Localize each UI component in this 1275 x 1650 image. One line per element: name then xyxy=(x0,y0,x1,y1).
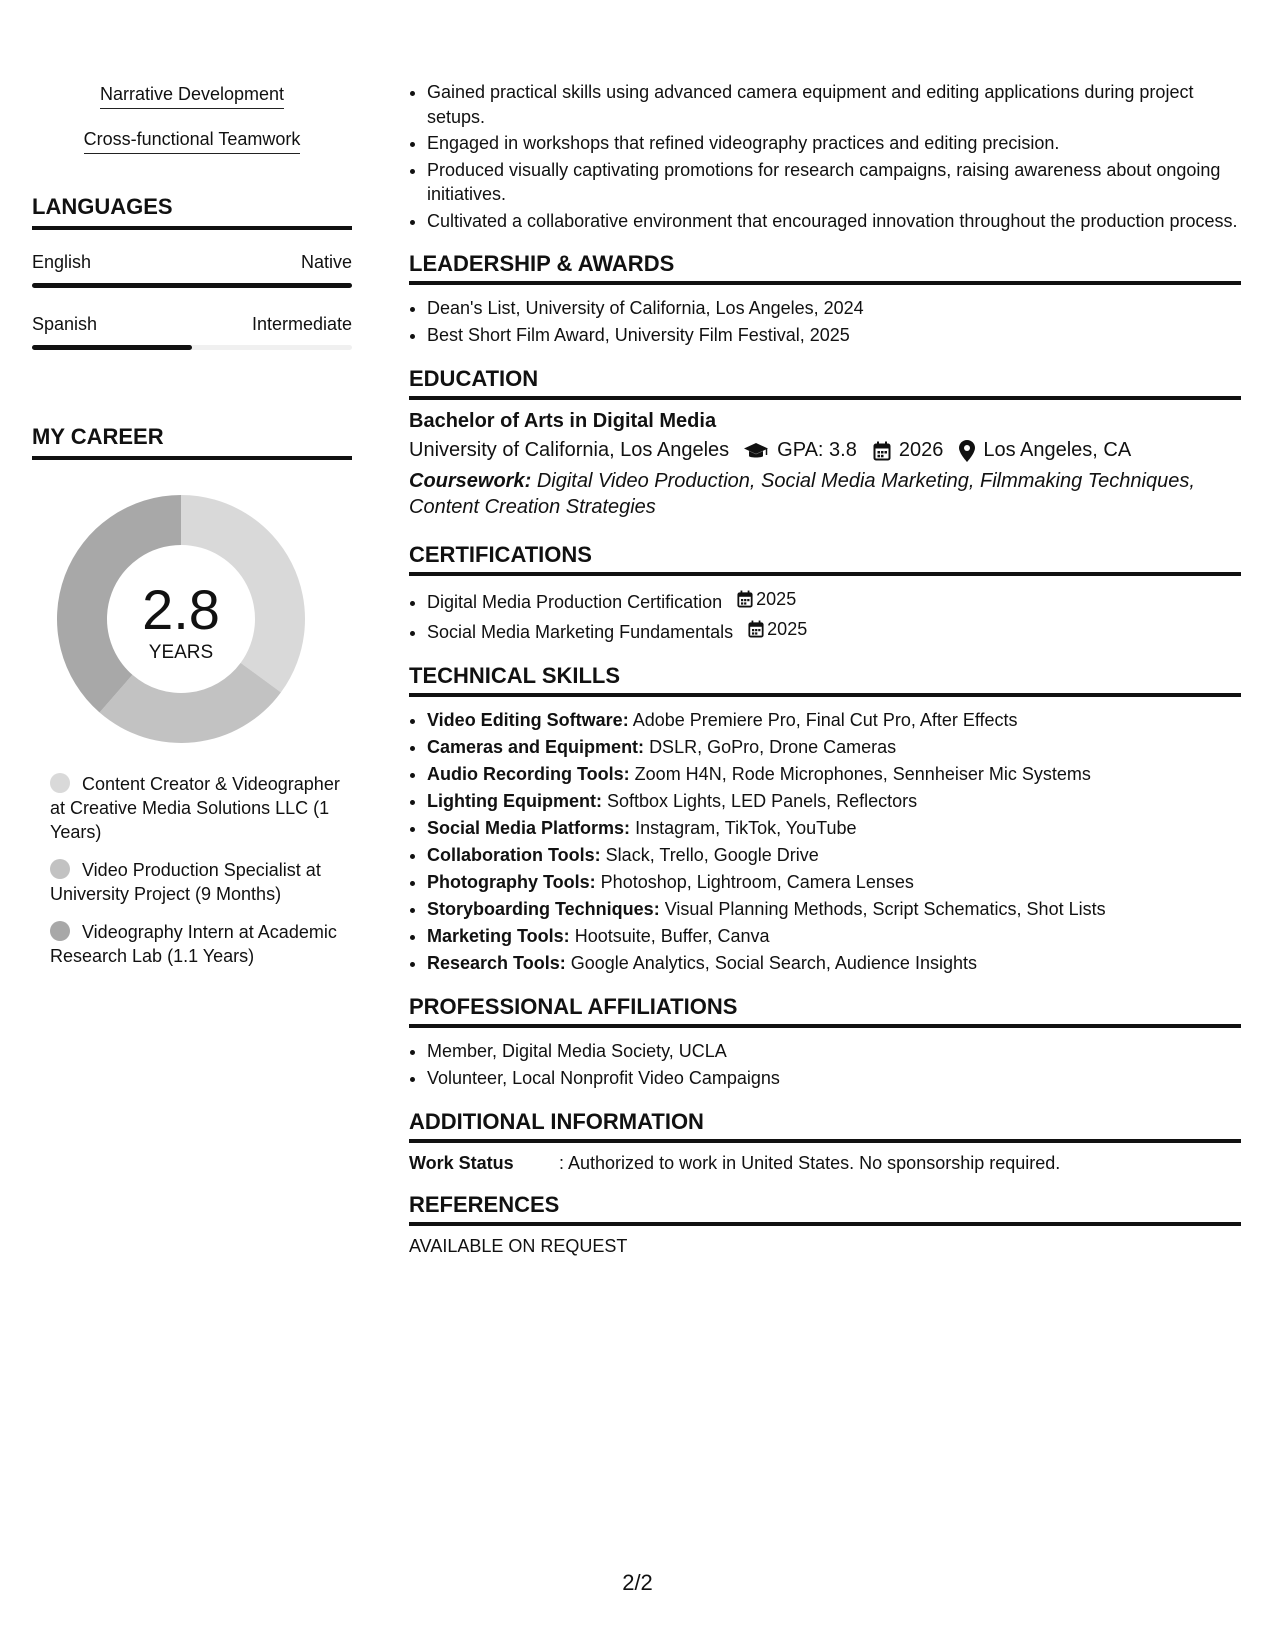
career-legend xyxy=(32,772,352,968)
references-text: AVAILABLE ON REQUEST xyxy=(409,1236,628,1256)
language-item xyxy=(32,252,352,288)
tech-skill-item xyxy=(427,923,1241,949)
certification-name: Digital Media Production Certification xyxy=(427,592,723,612)
coursework-list: Digital Video Production, Social Media Marketing, Filmmaking Techniques, Content Creation Strategies xyxy=(409,470,1195,518)
technical-skills-section xyxy=(409,663,1241,976)
tech-skill-item xyxy=(427,842,1241,868)
calendar-icon xyxy=(748,620,764,638)
graduation-cap-icon xyxy=(743,441,769,461)
tech-skill-label: Collaboration Tools: xyxy=(427,845,601,865)
experience-bullet: • Cultivated a collaborative environment that encouraged innovation throughout the production process. xyxy=(427,209,1241,234)
coursework xyxy=(409,468,1241,520)
language-proficiency-bar xyxy=(32,283,352,288)
career-heading: MY CAREER xyxy=(32,424,352,460)
education-details xyxy=(409,439,1241,462)
section-heading: EDUCATION xyxy=(409,366,1241,400)
tech-skill-value: DSLR, GoPro, Drone Cameras xyxy=(649,737,897,757)
tech-skill-label: Video Editing Software: xyxy=(427,710,629,730)
tech-skill-item xyxy=(427,815,1241,841)
affiliation-item: • Volunteer, Local Nonprofit Video Campaigns xyxy=(427,1065,1241,1091)
language-level: Intermediate xyxy=(251,314,352,334)
legend-dot-icon xyxy=(50,773,70,793)
tech-skill-value: Photoshop, Lightroom, Camera Lenses xyxy=(600,872,914,892)
section-heading: REFERENCES xyxy=(409,1192,1241,1226)
languages-heading: LANGUAGES xyxy=(32,194,352,230)
page-number: 2/2 xyxy=(622,1570,653,1595)
coursework-label: Coursework: xyxy=(409,470,532,492)
leadership-section xyxy=(409,251,1241,348)
career-legend-item xyxy=(50,920,352,968)
career-legend-label: Videography Intern at Academic Research Lab (1.1 Years) xyxy=(50,922,337,966)
tech-skill-item xyxy=(427,950,1241,976)
tech-skill-value: Instagram, TikTok, YouTube xyxy=(635,818,857,838)
references-section xyxy=(409,1192,1241,1257)
certification-item xyxy=(427,586,1241,615)
additional-info-section xyxy=(409,1109,1241,1174)
tech-skill-item xyxy=(427,869,1241,895)
career-donut-chart xyxy=(56,494,306,744)
languages-section xyxy=(32,194,352,350)
school-name: University of California, Los Angeles xyxy=(409,439,730,461)
experience-bullet: • Engaged in workshops that refined videography practices and editing precision. xyxy=(427,131,1241,156)
sidebar xyxy=(32,82,352,982)
experience-bullet: • Gained practical skills using advanced camera equipment and editing applications during project setups. xyxy=(427,80,1241,129)
tech-skill-value: Slack, Trello, Google Drive xyxy=(605,845,819,865)
tech-skill-label: Lighting Equipment: xyxy=(427,791,602,811)
work-status-label: Work Status xyxy=(409,1153,514,1173)
main-content xyxy=(409,80,1241,1257)
certifications-section xyxy=(409,542,1241,645)
career-legend-label: Video Production Specialist at University Project (9 Months) xyxy=(50,860,321,904)
section-heading: PROFESSIONAL AFFILIATIONS xyxy=(409,994,1241,1028)
language-name: English xyxy=(32,252,92,272)
career-total-years: 2.8 xyxy=(142,578,220,641)
certification-year: 2025 xyxy=(756,589,797,609)
affiliation-item: • Member, Digital Media Society, UCLA xyxy=(427,1038,1241,1064)
gpa: GPA: 3.8 xyxy=(777,439,857,461)
calendar-icon xyxy=(873,441,891,461)
tech-skill-label: Storyboarding Techniques: xyxy=(427,899,660,919)
graduation-year: 2026 xyxy=(898,439,944,461)
career-legend-item xyxy=(50,858,352,906)
tech-skill-item xyxy=(427,707,1241,733)
tech-skill-value: Visual Planning Methods, Script Schematics, Shot Lists xyxy=(664,899,1106,919)
calendar-icon xyxy=(737,590,753,608)
section-heading: CERTIFICATIONS xyxy=(409,542,1241,576)
section-heading: TECHNICAL SKILLS xyxy=(409,663,1241,697)
tech-skill-label: Photography Tools: xyxy=(427,872,596,892)
career-legend-label: Content Creator & Videographer at Creative Media Solutions LLC (1 Years) xyxy=(50,774,340,842)
language-proficiency-bar xyxy=(32,345,352,350)
tech-skill-value: Google Analytics, Social Search, Audience Insights xyxy=(570,953,977,973)
tech-skill-label: Social Media Platforms: xyxy=(427,818,631,838)
career-legend-item xyxy=(50,772,352,844)
career-total-unit: YEARS xyxy=(148,642,214,663)
skills-list xyxy=(32,82,352,154)
location-pin-icon xyxy=(959,440,975,462)
experience-bullets xyxy=(409,80,1241,233)
tech-skill-value: Adobe Premiere Pro, Final Cut Pro, After Effects xyxy=(632,710,1018,730)
legend-dot-icon xyxy=(50,859,70,879)
tech-skill-label: Cameras and Equipment: xyxy=(427,737,645,757)
tech-skill-value: Zoom H4N, Rode Microphones, Sennheiser Mic Systems xyxy=(634,764,1091,784)
tech-skill-item xyxy=(427,734,1241,760)
tech-skill-item xyxy=(427,761,1241,787)
work-status-value: : Authorized to work in United States. No sponsorship required. xyxy=(559,1153,1061,1173)
language-item xyxy=(32,314,352,350)
tech-skill-label: Audio Recording Tools: xyxy=(427,764,630,784)
degree-title: Bachelor of Arts in Digital Media xyxy=(409,410,717,432)
tech-skill-value: Hootsuite, Buffer, Canva xyxy=(574,926,770,946)
tech-skill-label: Research Tools: xyxy=(427,953,566,973)
language-proficiency-fill xyxy=(32,283,352,288)
skill-tag: Narrative Development xyxy=(100,82,284,109)
tech-skill-label: Marketing Tools: xyxy=(427,926,570,946)
skill-tag: Cross-functional Teamwork xyxy=(84,127,301,154)
tech-skill-value: Softbox Lights, LED Panels, Reflectors xyxy=(606,791,918,811)
certification-name: Social Media Marketing Fundamentals xyxy=(427,622,734,642)
language-level: Native xyxy=(300,252,352,272)
experience-bullet: • Produced visually captivating promotions for research campaigns, raising awareness about ongoing initiatives. xyxy=(427,158,1241,207)
tech-skill-item xyxy=(427,788,1241,814)
affiliations-section xyxy=(409,994,1241,1091)
section-heading: LEADERSHIP & AWARDS xyxy=(409,251,1241,285)
language-proficiency-fill xyxy=(32,345,192,350)
school-location: Los Angeles, CA xyxy=(983,439,1132,461)
language-name: Spanish xyxy=(32,314,98,334)
education-section xyxy=(409,366,1241,520)
leadership-item: • Best Short Film Award, University Film Festival, 2025 xyxy=(427,322,1241,348)
certification-year: 2025 xyxy=(767,619,808,639)
work-status-row xyxy=(409,1153,1241,1174)
legend-dot-icon xyxy=(50,921,70,941)
leadership-item: • Dean's List, University of California, Los Angeles, 2024 xyxy=(427,295,1241,321)
tech-skill-item xyxy=(427,896,1241,922)
certification-item xyxy=(427,616,1241,645)
career-section xyxy=(32,424,352,968)
section-heading: ADDITIONAL INFORMATION xyxy=(409,1109,1241,1143)
